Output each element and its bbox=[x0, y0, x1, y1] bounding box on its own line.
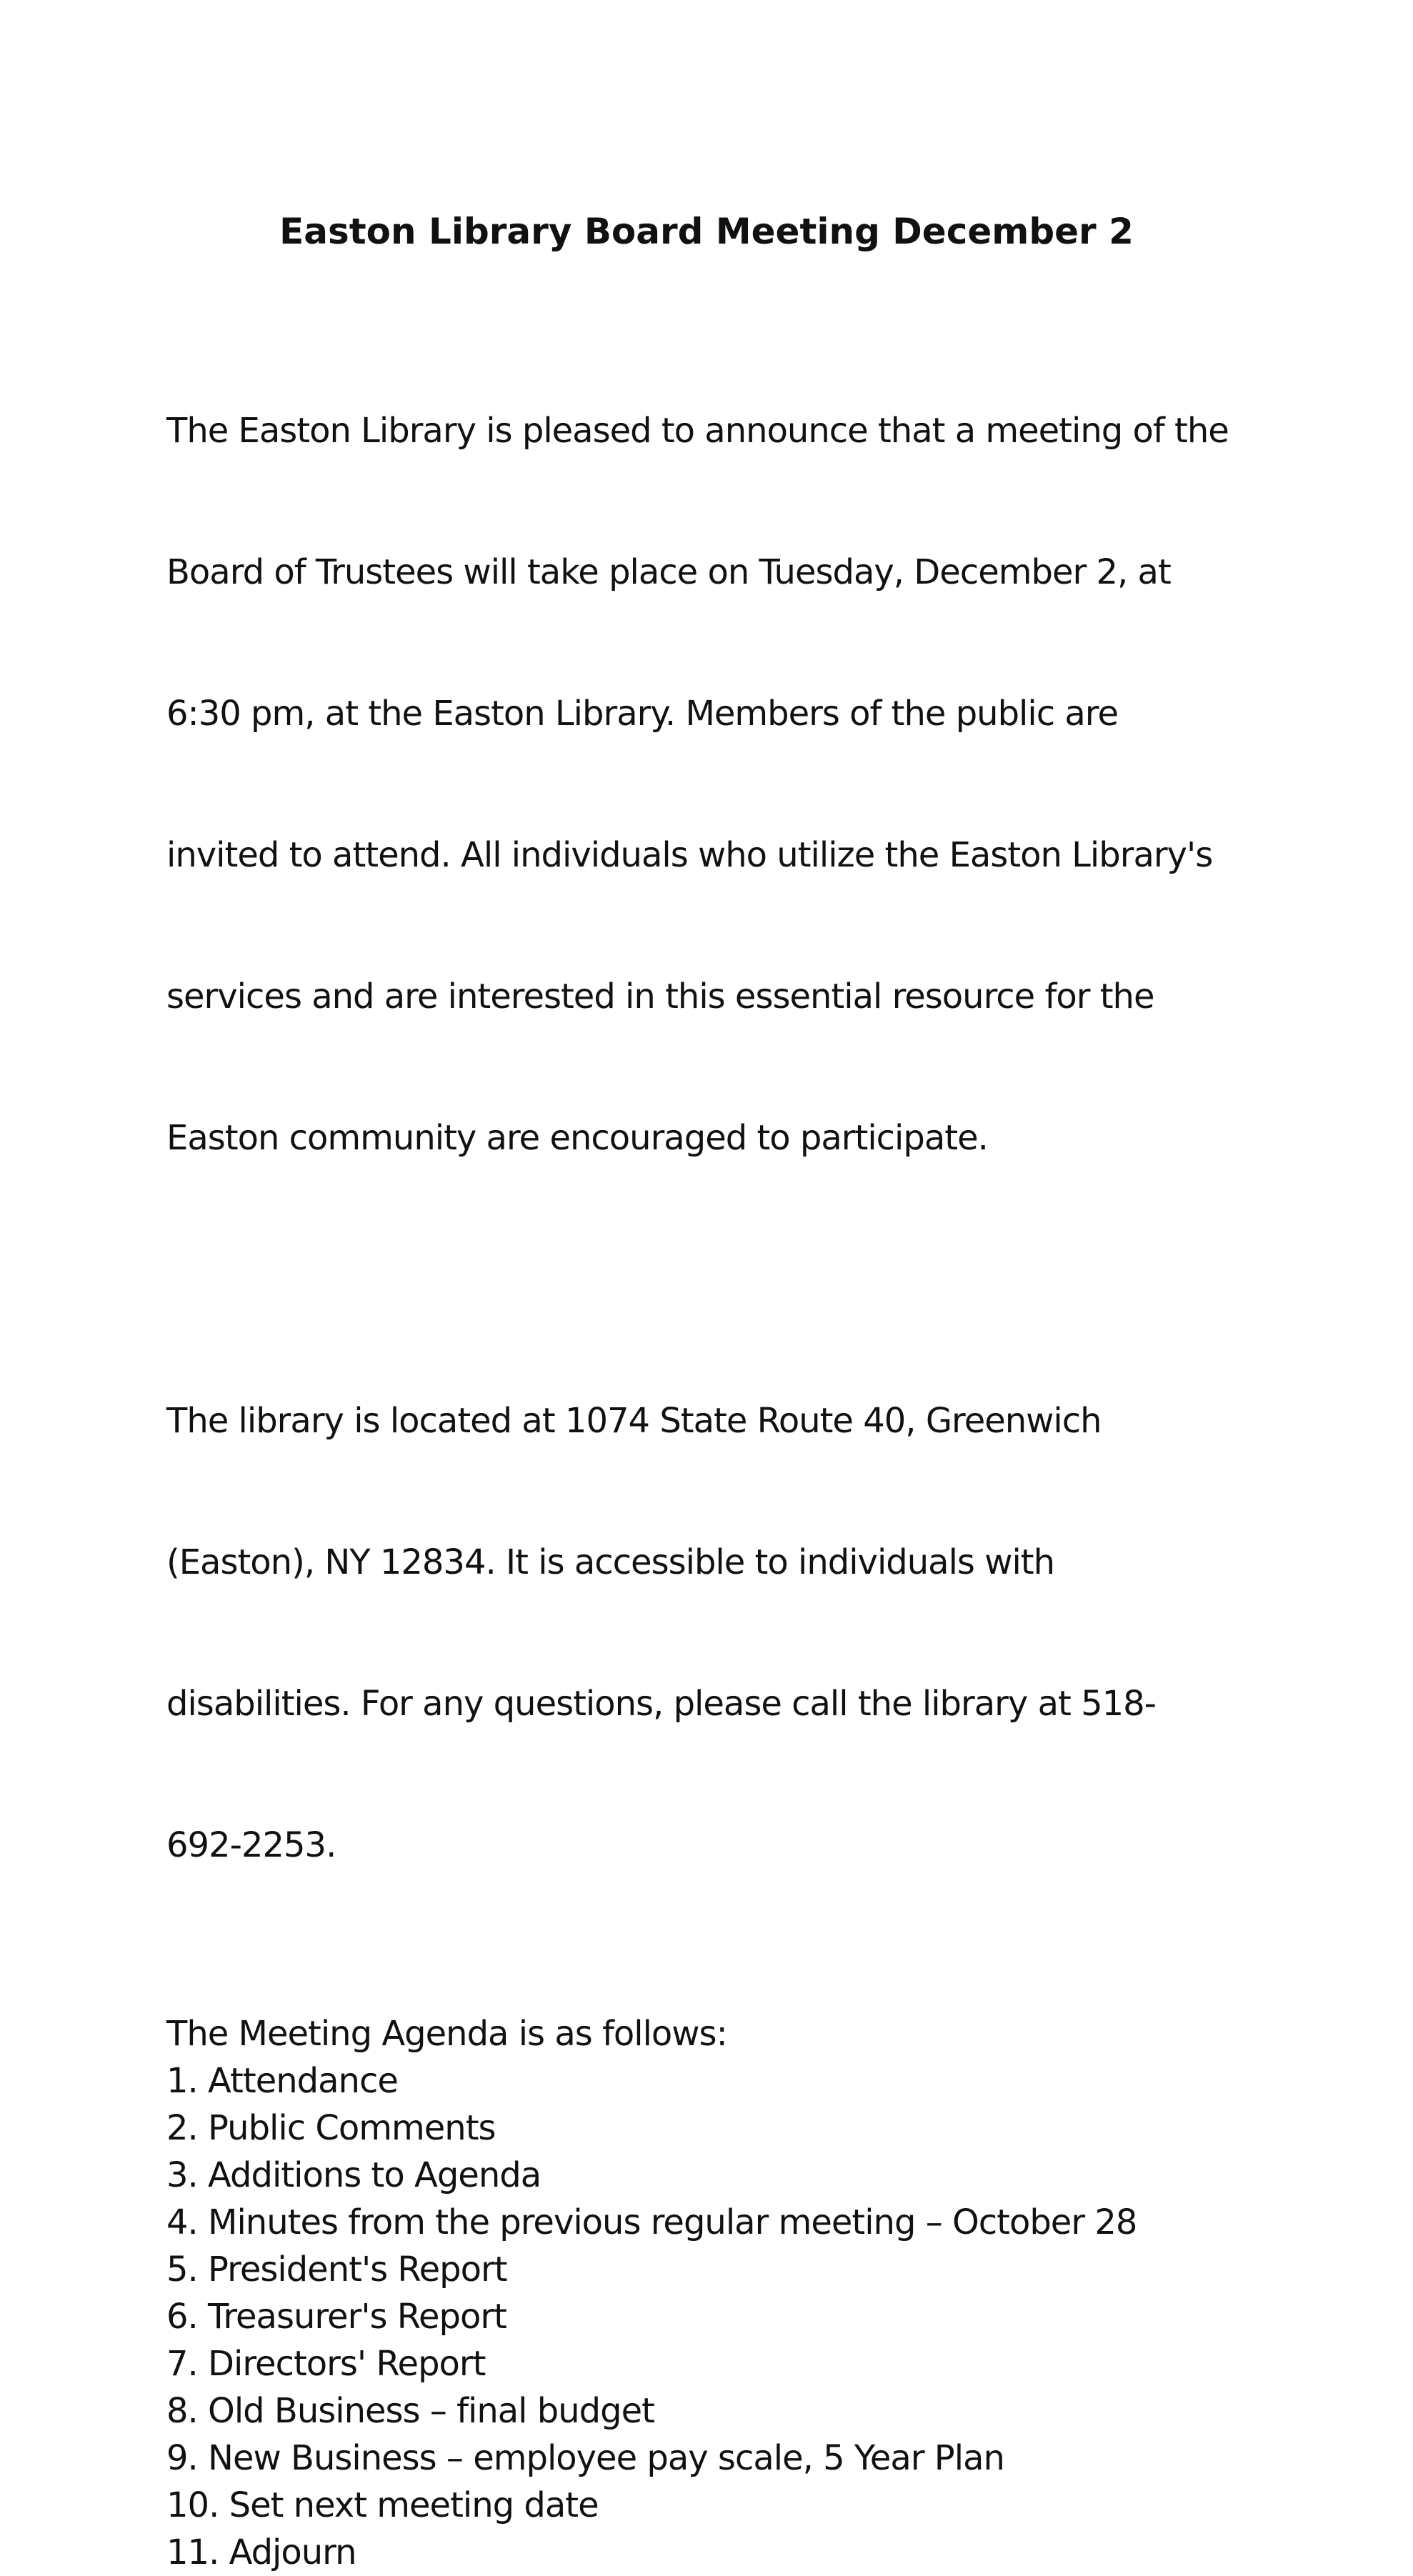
document-body bbox=[166, 313, 1267, 2576]
agenda-item: 8. Old Business – final budget bbox=[166, 2391, 654, 2431]
agenda-item: 4. Minutes from the previous regular meeting – October 28 bbox=[166, 2202, 1137, 2242]
agenda-item: 5. President's Report bbox=[166, 2250, 507, 2290]
intro-line: 6:30 pm, at the Easton Library. Members of the public are bbox=[166, 694, 1118, 734]
document-title: Easton Library Board Meeting December 2 bbox=[279, 211, 1134, 252]
location-line: (Easton), NY 12834. It is accessible to individuals with bbox=[166, 1542, 1055, 1582]
intro-paragraph bbox=[166, 313, 1267, 1256]
location-line: disabilities. For any questions, please call the library at 518- bbox=[166, 1684, 1156, 1724]
agenda-item: 11. Adjourn bbox=[166, 2532, 356, 2572]
agenda-item: 2. Public Comments bbox=[166, 2108, 496, 2148]
location-line: The library is located at 1074 State Route 40, Greenwich bbox=[166, 1401, 1102, 1441]
agenda-item: 6. Treasurer's Report bbox=[166, 2297, 506, 2337]
location-paragraph bbox=[166, 1303, 1267, 1963]
intro-line: invited to attend. All individuals who utilize the Easton Library's bbox=[166, 835, 1213, 875]
agenda-item: 10. Set next meeting date bbox=[166, 2485, 599, 2525]
paragraph-spacer bbox=[166, 1256, 1267, 1303]
intro-line: services and are interested in this essential resource for the bbox=[166, 977, 1154, 1017]
paragraph-spacer bbox=[166, 1963, 1267, 2010]
location-line: 692-2253. bbox=[166, 1825, 336, 1865]
intro-line: Easton community are encouraged to participate. bbox=[166, 1118, 988, 1158]
intro-line: Board of Trustees will take place on Tuesday, December 2, at bbox=[166, 552, 1171, 592]
agenda-item: 1. Attendance bbox=[166, 2061, 398, 2101]
agenda-item: 9. New Business – employee pay scale, 5 Year Plan bbox=[166, 2438, 1004, 2478]
agenda-list bbox=[166, 2057, 1267, 2576]
intro-line: The Easton Library is pleased to announce that a meeting of the bbox=[166, 411, 1229, 451]
agenda-item: 7. Directors' Report bbox=[166, 2344, 486, 2384]
agenda-item: 3. Additions to Agenda bbox=[166, 2155, 541, 2195]
agenda-intro: The Meeting Agenda is as follows: bbox=[166, 2014, 727, 2054]
